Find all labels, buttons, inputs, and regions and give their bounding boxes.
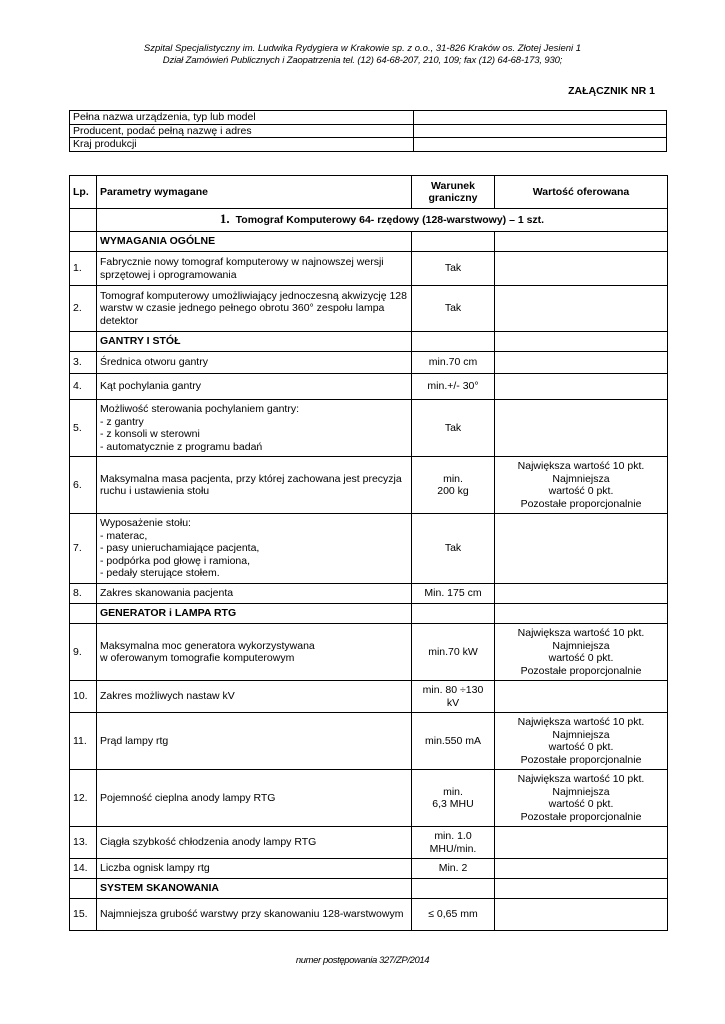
row-value[interactable] [495, 827, 668, 859]
row-cond: min.+/- 30° [412, 374, 495, 400]
table-header-row [70, 176, 668, 209]
row-cond: Tak [412, 286, 495, 332]
section-scan: SYSTEM SKANOWANIA [97, 879, 412, 899]
info-value[interactable] [414, 138, 667, 152]
row-value[interactable] [495, 584, 668, 604]
row-cond: Tak [412, 400, 495, 457]
row-value[interactable]: Największa wartość 10 pkt. Najmniejsza wartość 0 pkt. Pozostałe proporcjonalnie [495, 770, 668, 827]
table-row [70, 252, 668, 286]
row-value[interactable]: Największa wartość 10 pkt. Najmniejsza wartość 0 pkt. Pozostałe proporcjonalnie [495, 457, 668, 514]
row-param: Maksymalna masa pacjenta, przy której zachowana jest precyzja ruchu i ustawienia stołu [97, 457, 412, 514]
row-value[interactable] [495, 286, 668, 332]
row-lp: 3. [70, 352, 97, 374]
table-row [70, 286, 668, 332]
row-cond: min. 6,3 MHU [412, 770, 495, 827]
info-row [70, 111, 667, 125]
info-label: Pełna nazwa urządzenia, typ lub model [70, 111, 414, 125]
row-value[interactable]: Największa wartość 10 pkt. Najmniejsza wartość 0 pkt. Pozostałe proporcjonalnie [495, 624, 668, 681]
info-value[interactable] [414, 111, 667, 125]
row-lp: 9. [70, 624, 97, 681]
row-value[interactable]: Największa wartość 10 pkt. Najmniejsza wartość 0 pkt. Pozostałe proporcjonalnie [495, 713, 668, 770]
row-param: Maksymalna moc generatora wykorzystywana w oferowanym tomografie komputerowym [97, 624, 412, 681]
footer-procedure-number: numer postępowania 327/ZP/2014 [295, 955, 430, 966]
device-title [97, 209, 668, 232]
info-row [70, 138, 667, 152]
table-row [70, 584, 668, 604]
section-row [70, 604, 668, 624]
spec-table [69, 175, 668, 931]
annex-label: ZAŁĄCZNIK NR 1 [568, 85, 655, 97]
row-lp: 7. [70, 514, 97, 584]
section-row [70, 232, 668, 252]
row-param: Najmniejsza grubość warstwy przy skanowaniu 128-warstwowym [97, 899, 412, 931]
row-value[interactable] [495, 374, 668, 400]
row-cond: Tak [412, 252, 495, 286]
row-lp: 14. [70, 859, 97, 879]
row-value[interactable] [495, 681, 668, 713]
row-param: Kąt pochylania gantry [97, 374, 412, 400]
col-header-lp: Lp. [70, 176, 97, 209]
section-general: WYMAGANIA OGÓLNE [97, 232, 412, 252]
row-cond: min. 1.0 MHU/min. [412, 827, 495, 859]
row-param: Prąd lampy rtg [97, 713, 412, 770]
row-value[interactable] [495, 400, 668, 457]
row-value[interactable] [495, 252, 668, 286]
col-header-value: Wartość oferowana [495, 176, 668, 209]
device-title-text: Tomograf Komputerowy 64- rzędowy (128-warstwowy) – 1 szt. [235, 214, 545, 227]
row-param: Średnica otworu gantry [97, 352, 412, 374]
table-row [70, 713, 668, 770]
row-param: Fabrycznie nowy tomograf komputerowy w najnowszej wersji sprzętowej i oprogramowania [97, 252, 412, 286]
device-info-table [69, 110, 667, 152]
col-header-cond: Warunek graniczny [412, 176, 495, 209]
title-row [70, 209, 668, 232]
section-gantry: GANTRY I STÓŁ [97, 332, 412, 352]
device-title-number: 1. [219, 211, 230, 227]
row-cond: min.70 cm [412, 352, 495, 374]
row-cond: ≤ 0,65 mm [412, 899, 495, 931]
table-row [70, 374, 668, 400]
section-row [70, 879, 668, 899]
row-cond: Min. 175 cm [412, 584, 495, 604]
table-row [70, 827, 668, 859]
row-param: Liczba ognisk lampy rtg [97, 859, 412, 879]
row-param: Zakres skanowania pacjenta [97, 584, 412, 604]
row-cond: min. 200 kg [412, 457, 495, 514]
col-header-param: Parametry wymagane [97, 176, 412, 209]
table-row [70, 514, 668, 584]
table-row [70, 859, 668, 879]
row-lp: 1. [70, 252, 97, 286]
row-cond: min. 80 ÷130 kV [412, 681, 495, 713]
row-param: Tomograf komputerowy umożliwiający jednoczesną akwizycję 128 warstw w czasie jednego pełnego obrotu 360° zespołu lampa detektor [97, 286, 412, 332]
row-cond: Min. 2 [412, 859, 495, 879]
row-value[interactable] [495, 859, 668, 879]
header-line-2: Dział Zamówień Publicznych i Zaopatrzenia tel. (12) 64-68-207, 210, 109; fax (12) 64-68-173, 930; [162, 55, 563, 66]
row-param: Możliwość sterowania pochylaniem gantry: - z gantry - z konsoli w sterowni - automatycznie z programu badań [97, 400, 412, 457]
section-generator: GENERATOR i LAMPA RTG [97, 604, 412, 624]
row-lp: 13. [70, 827, 97, 859]
row-lp: 10. [70, 681, 97, 713]
table-row [70, 770, 668, 827]
row-lp: 4. [70, 374, 97, 400]
info-row [70, 124, 667, 138]
row-param: Ciągła szybkość chłodzenia anody lampy RTG [97, 827, 412, 859]
section-row [70, 332, 668, 352]
row-cond: min.550 mA [412, 713, 495, 770]
table-row [70, 400, 668, 457]
row-param: Pojemność cieplna anody lampy RTG [97, 770, 412, 827]
row-cond: min.70 kW [412, 624, 495, 681]
table-row [70, 352, 668, 374]
header-line-1: Szpital Specjalistyczny im. Ludwika Rydygiera w Krakowie sp. z o.o., 31-826 Kraków os. Złotej Jesieni 1 [143, 43, 582, 54]
row-lp: 8. [70, 584, 97, 604]
table-row [70, 624, 668, 681]
row-lp: 11. [70, 713, 97, 770]
row-value[interactable] [495, 899, 668, 931]
table-row [70, 457, 668, 514]
row-lp: 12. [70, 770, 97, 827]
info-label: Producent, podać pełną nazwę i adres [70, 124, 414, 138]
row-lp: 15. [70, 899, 97, 931]
row-value[interactable] [495, 352, 668, 374]
table-row [70, 899, 668, 931]
row-param: Zakres możliwych nastaw kV [97, 681, 412, 713]
row-param: Wyposażenie stołu: - materac, - pasy unieruchamiające pacjenta, - podpórka pod głowę i ramiona, - pedały sterujące stołem. [97, 514, 412, 584]
info-value[interactable] [414, 124, 667, 138]
row-lp: 5. [70, 400, 97, 457]
row-lp: 6. [70, 457, 97, 514]
row-lp: 2. [70, 286, 97, 332]
row-cond: Tak [412, 514, 495, 584]
table-row [70, 681, 668, 713]
row-value[interactable] [495, 514, 668, 584]
info-label: Kraj produkcji [70, 138, 414, 152]
